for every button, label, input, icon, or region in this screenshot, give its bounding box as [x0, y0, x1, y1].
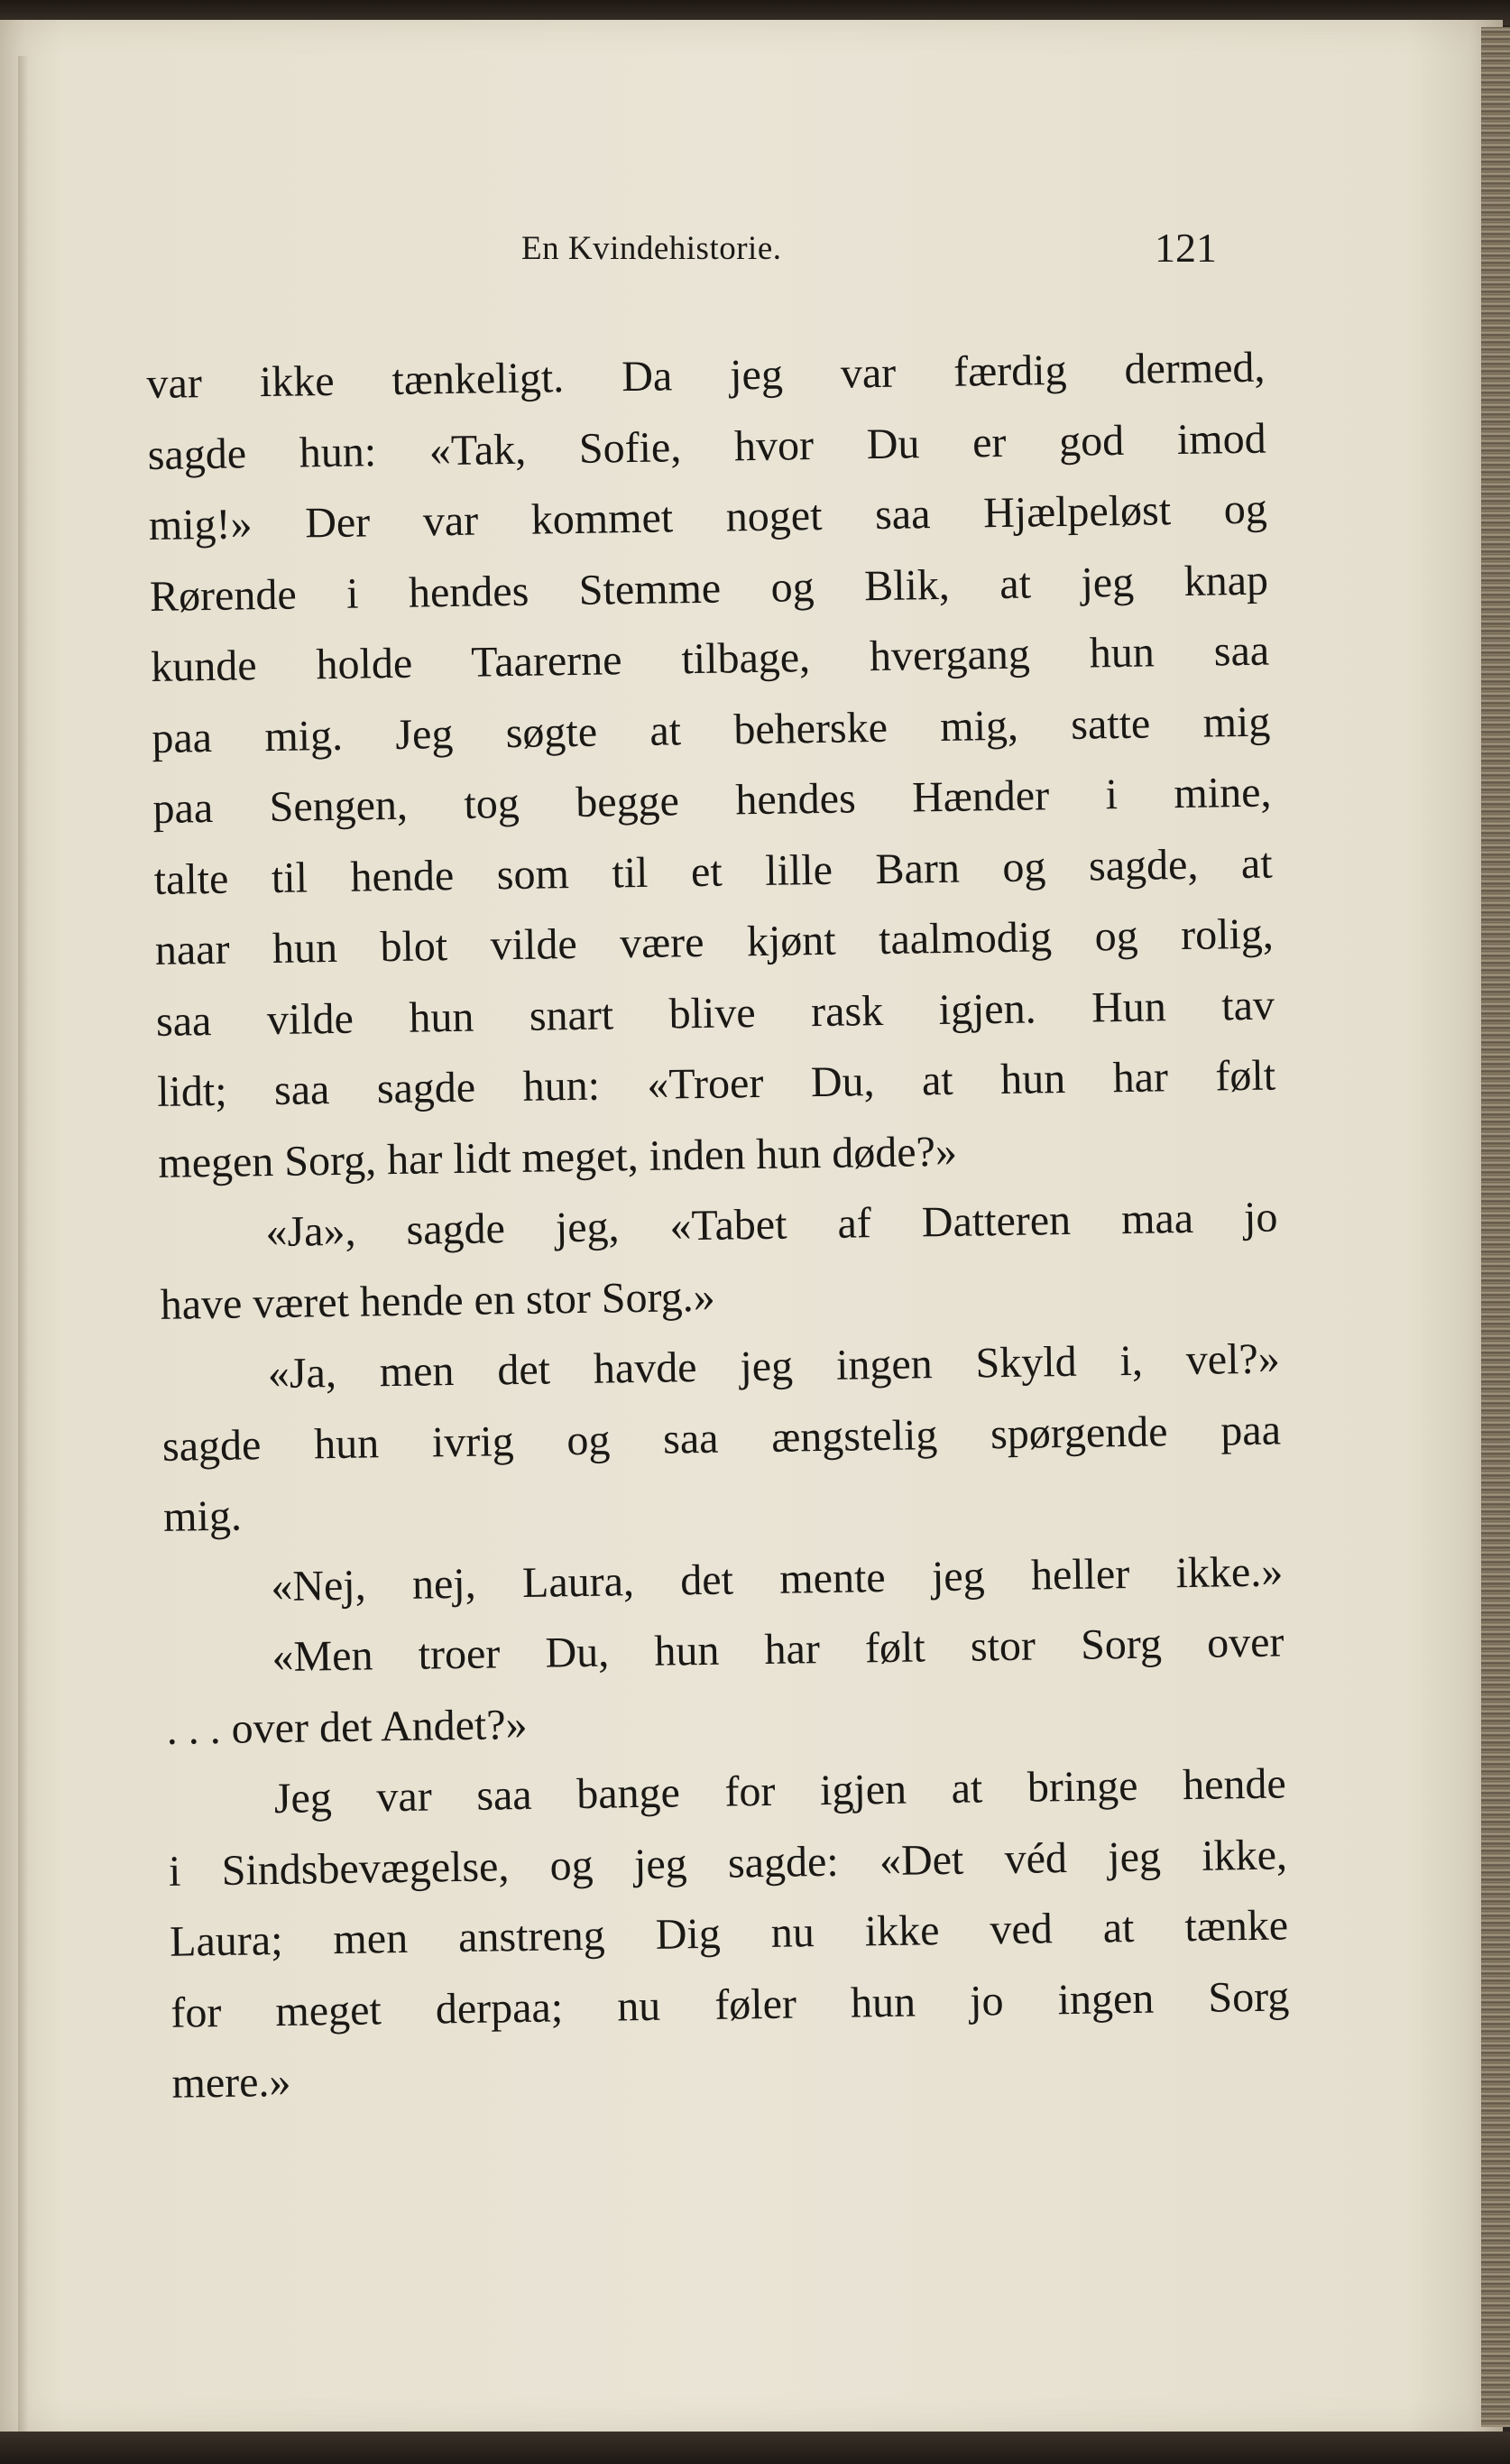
text-line: for meget derpaa; nu føler hun jo ingen Sorg: [170, 1971, 1290, 2037]
text-line: sagde hun: «Tak, Sofie, hvor Du er god imod: [147, 414, 1266, 479]
text-line: saa vilde hun snart blive rask igjen. Hun tav: [155, 981, 1275, 1046]
text-line: i Sindsbevægelse, og jeg sagde: «Det véd jeg ikke,: [168, 1830, 1288, 1896]
page-header: [0, 225, 1503, 292]
page-gutter-shadow: [18, 56, 29, 2438]
text-line: «Ja, men det havde jeg ingen Skyld i, vel?»: [267, 1334, 1281, 1398]
page-number: 121: [1155, 225, 1217, 271]
text-line: Laura; men anstreng Dig nu ikke ved at tænke: [169, 1901, 1289, 1966]
text-line: mig.: [162, 1491, 243, 1541]
text-line: paa Sengen, tog begge hendes Hænder i mine,: [152, 768, 1272, 833]
text-line: var ikke tænkeligt. Da jeg var færdig dermed,: [146, 343, 1266, 408]
text-line: Rørende i hendes Stemme og Blik, at jeg knap: [149, 556, 1269, 621]
book-page: [0, 20, 1503, 2433]
text-line: mere.»: [171, 2057, 291, 2108]
text-line: talte til hende som til et lille Barn og sagde, at: [153, 839, 1273, 904]
text-line: naar hun blot vilde være kjønt taalmodig og rolig,: [154, 909, 1275, 974]
text-line: . . . over det Andet?»: [166, 1700, 528, 1754]
text-line: lidt; saa sagde hun: «Troer Du, at hun har følt: [156, 1051, 1276, 1116]
running-title: En Kvindehistorie.: [521, 230, 782, 267]
text-line: mig!» Der var kommet noget saa Hjælpeløst og: [148, 484, 1268, 549]
text-line: «Ja», sagde jeg, «Tabet af Datteren maa jo: [265, 1193, 1278, 1257]
text-line: have været hende en stor Sorg.»: [160, 1272, 716, 1329]
text-line: paa mig. Jeg søgte at beherske mig, satte mig: [152, 697, 1271, 762]
text-line: «Men troer Du, hun har følt stor Sorg over: [272, 1618, 1284, 1682]
body-text: [146, 333, 1291, 2120]
book-fore-edge: [1481, 27, 1510, 2427]
text-line: «Nej, nej, Laura, det mente jeg heller ikke.»: [270, 1546, 1284, 1610]
text-line: sagde hun ivrig og saa ængstelig spørgende paa: [161, 1405, 1282, 1471]
text-line: megen Sorg, har lidt meget, inden hun døde?»: [157, 1127, 958, 1187]
text-line: kunde holde Taarerne tilbage, hvergang hun saa: [150, 626, 1270, 691]
book-bottom-edge: [0, 2432, 1510, 2464]
text-line: Jeg var saa bange for igjen at bringe hende: [273, 1759, 1287, 1823]
